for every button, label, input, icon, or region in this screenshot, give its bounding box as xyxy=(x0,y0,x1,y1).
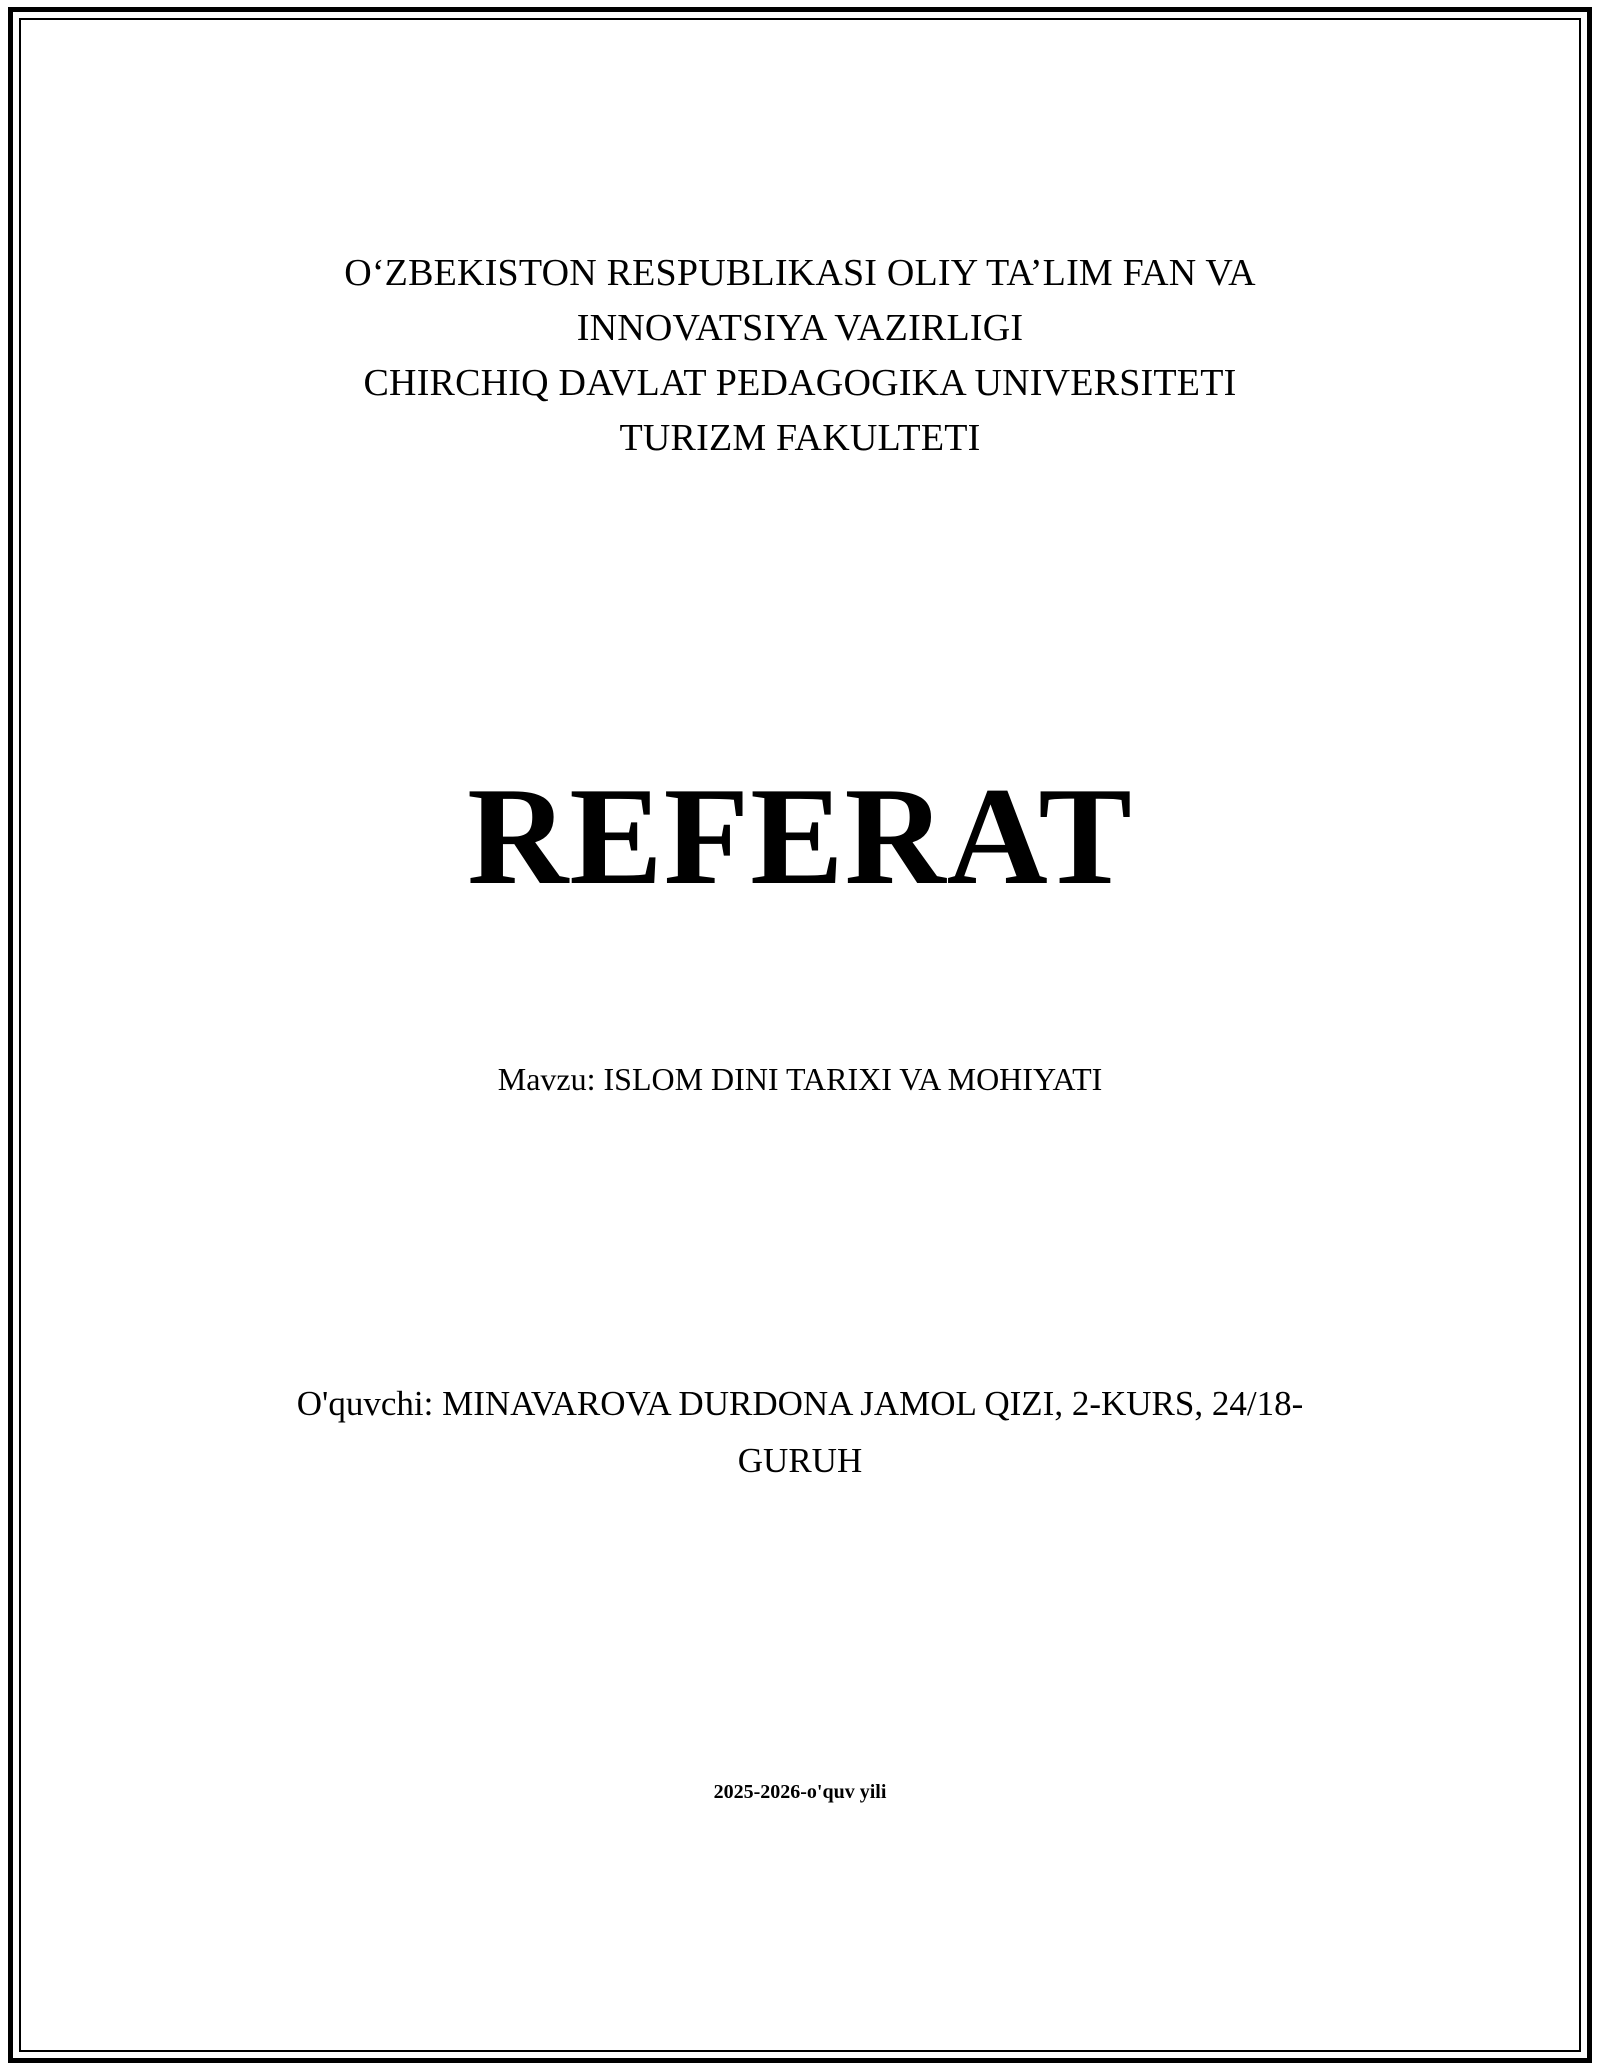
header-line-ministry: O‘ZBEKISTON RESPUBLIKASI OLIY TA’LIM FAN VA xyxy=(344,252,1256,294)
ministry-university-header xyxy=(0,246,1600,466)
topic-line: Mavzu: ISLOM DINI TARIXI VA MOHIYATI xyxy=(497,1061,1103,1097)
document-title: REFERAT xyxy=(467,759,1133,914)
header-line-faculty: TURIZM FAKULTETI xyxy=(619,417,981,459)
academic-year: 2025-2026-o'quv yili xyxy=(713,1781,887,1803)
student-info xyxy=(0,1375,1600,1489)
student-group-line: GURUH xyxy=(737,1441,863,1480)
header-line-ministry-cont: INNOVATSIYA VAZIRLIGI xyxy=(576,307,1024,349)
header-line-university: CHIRCHIQ DAVLAT PEDAGOGIKA UNIVERSITETI xyxy=(363,362,1237,404)
student-line: O'quvchi: MINAVAROVA DURDONA JAMOL QIZI, 2-KURS, 24/18- xyxy=(296,1384,1304,1423)
